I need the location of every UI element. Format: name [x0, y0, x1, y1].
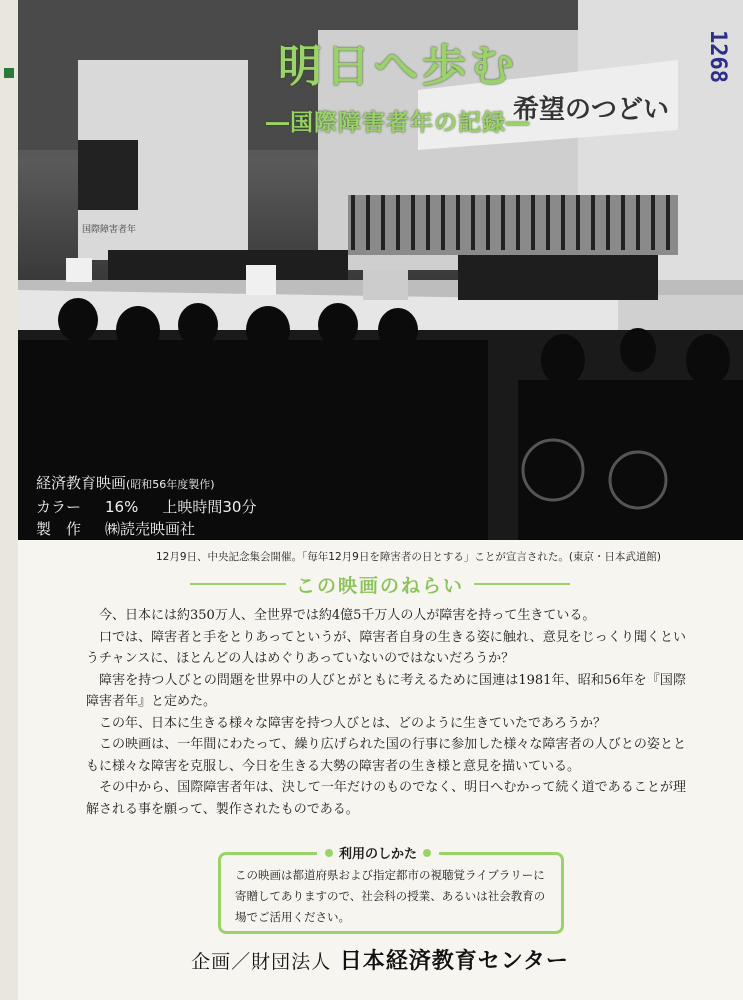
aim-body — [86, 605, 686, 820]
ceremony-photo — [18, 0, 743, 540]
film-format: 16% — [105, 498, 139, 516]
usage-text: この映画は都道府県および指定都市の視聴覚ライブラリーに寄贈してありますので、社会科の授業、あるいは社会教育の場でご活用ください。 — [235, 868, 546, 924]
planner-prefix: 企画／財団法人 — [191, 951, 332, 973]
photo-caption: 12月9日、中央記念集会開催。「毎年12月9日を障害者の日とする」ことが宣言された。(東京・日本武道館) — [156, 551, 662, 563]
film-info-row-1 — [36, 472, 256, 496]
heading-rule-right — [474, 583, 570, 585]
page-edge — [0, 0, 18, 1000]
usage-title-text: 利用のしかた — [339, 847, 418, 862]
film-info-row-3 — [36, 518, 256, 540]
usage-box — [218, 847, 564, 934]
handwritten-number: 1268 — [705, 30, 730, 83]
aim-paragraph: 障害を持つ人びとの問題を世界中の人びとがともに考えるために国連は1981年、昭和56年を『国際障害者年』と定めた。 — [86, 672, 686, 709]
film-title: 明日へ歩む — [278, 41, 518, 92]
film-info — [36, 472, 256, 540]
film-subtitle: ―国際障害者年の記録― — [266, 110, 530, 136]
heading-rule-left — [190, 583, 286, 585]
bullet-dot-icon — [423, 849, 431, 857]
aim-section-heading — [190, 570, 570, 598]
stage-sign: 国際障害者年 — [82, 225, 137, 235]
film-info-row-2 — [36, 496, 256, 518]
aim-paragraph: 口では、障害者と手をとりあってというが、障害者自身の生きる姿に触れ、意見をじっくり聞くというチャンスに、ほとんどの人はめぐりあっていないのではないだろうか？ — [86, 629, 686, 666]
bullet-dot-icon — [325, 849, 333, 857]
aim-paragraph: その中から、国際障害者年は、決して一年だけのものでなく、明日へむかって続く道であることが理解される事を願って、製作されたものである。 — [86, 780, 686, 817]
film-producer: ㈱読売映画社 — [105, 520, 196, 538]
planner-credit — [60, 944, 700, 975]
usage-title — [317, 843, 439, 862]
film-producer-label: 製 作 — [36, 520, 82, 538]
film-runtime: 上映時間30分 — [162, 498, 257, 516]
aim-paragraph: この年、日本に生きる様々な障害を持つ人びとは、どのように生きていたであろうか？ — [99, 715, 607, 731]
planner-org: 日本経済教育センター — [339, 949, 569, 974]
film-category: 経済教育映画 — [36, 474, 127, 492]
aim-paragraph: この映画は、一年間にわたって、繰り広げられた国の行事に参加した様々な障害者の人びとの姿とともに様々な障害を克服し、今日を生きる大勢の障害者の生き様と意見を描いている。 — [86, 737, 686, 774]
banner-text: 希望のつどい — [513, 95, 670, 125]
film-color-label: カラー — [36, 498, 82, 516]
aim-heading-text: この映画のねらい — [296, 574, 465, 597]
aim-paragraph: 今、日本には約350万人、全世界では約4億5千万人の人が障害を持って生きている。 — [99, 608, 596, 623]
edge-tab-mark — [4, 68, 14, 78]
film-production-year: (昭和56年度製作) — [126, 478, 215, 491]
